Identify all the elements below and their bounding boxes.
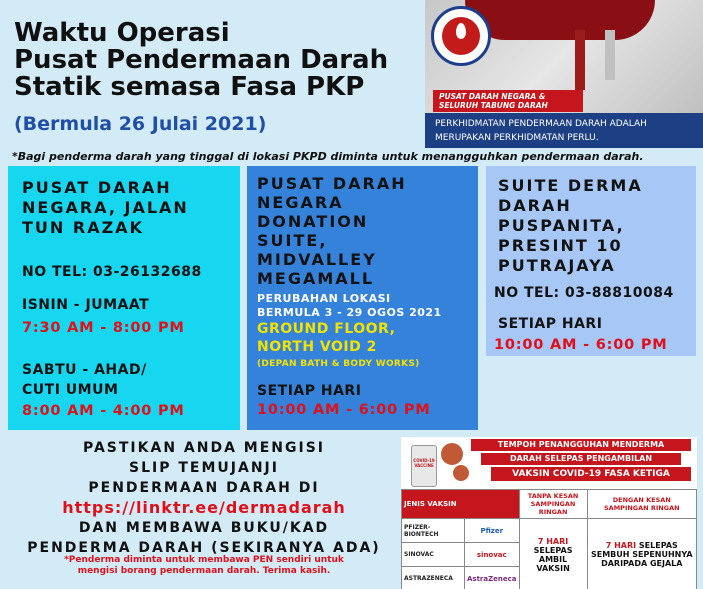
page-title <box>14 20 388 101</box>
table-row <box>402 519 697 543</box>
vaccine-name: ASTRAZENECA <box>402 567 465 589</box>
pusat-darah-logo <box>431 6 491 66</box>
title-line-1: Waktu Operasi <box>14 18 230 48</box>
blood-drop-icon <box>456 23 466 39</box>
start-date: (Bermula 26 Julai 2021) <box>14 113 267 135</box>
center-name: SUITE DERMA DARAH PUSPANITA, PRESINT 10 PUTRAJAYA <box>498 176 643 275</box>
blood-tube-graphic <box>575 30 585 90</box>
title-line-3: Statik semasa Fasa PKP <box>14 72 365 102</box>
pfizer-logo: Pfizer <box>465 519 520 543</box>
vaccine-name: PFIZER-BIONTECH <box>402 519 465 543</box>
with-side-effect-cell: 7 HARI SELEPAS SEMBUH SEPENUHNYA DARIPADA GEJALA <box>587 519 696 589</box>
new-location-2: NORTH VOID 2 <box>257 339 377 355</box>
blood-bag-graphic <box>465 0 655 40</box>
daily-label: SETIAP HARI <box>498 316 603 332</box>
daily-hours: 10:00 AM - 6:00 PM <box>257 402 431 418</box>
location-change-label: PERUBAHAN LOKASI <box>257 292 391 305</box>
weekend-label-2: CUTI UMUM <box>22 382 119 398</box>
weekend-hours: 8:00 AM - 4:00 PM <box>22 403 185 419</box>
panel-heading-3: VAKSIN COVID-19 FASA KETIGA <box>491 467 691 481</box>
weekday-label: ISNIN - JUMAAT <box>22 297 150 313</box>
virus-icon <box>441 443 463 465</box>
center-card-midvalley <box>247 166 478 430</box>
panel-heading-2: DARAH SELEPAS PENGAMBILAN <box>481 453 681 465</box>
column-header: JENIS VAKSIN <box>402 490 520 519</box>
hero-blue-banner: PERKHIDMATAN PENDERMAAN DARAH ADALAH MERUPAKAN PERKHIDMATAN PERLU. <box>425 113 703 148</box>
no-side-effect-cell: 7 HARI SELEPAS AMBIL VAKSIN <box>519 519 587 589</box>
vaccine-vial-icon: COVID-19 VACCINE <box>411 445 437 487</box>
center-name: PUSAT DARAH NEGARA DONATION SUITE, MIDVALLEY MEGAMALL <box>257 174 407 288</box>
appointment-link[interactable]: https://linktr.ee/dermadarah <box>62 498 346 517</box>
center-card-tun-razak <box>8 166 240 430</box>
panel-heading-1: TEMPOH PENANGGUHAN MENDERMA <box>471 439 691 451</box>
center-phone: NO TEL: 03-88810084 <box>494 285 674 301</box>
hero-red-banner: PUSAT DARAH NEGARA & SELURUH TABUNG DARAH <box>433 90 583 112</box>
new-location-1: GROUND FLOOR, <box>257 321 396 337</box>
center-phone: NO TEL: 03-26132688 <box>22 264 202 280</box>
tube-graphic <box>605 30 615 80</box>
sinovac-logo: sinovac <box>465 543 520 567</box>
weekend-label-1: SABTU - AHAD/ <box>22 362 147 378</box>
column-header: DENGAN KESAN SAMPINGAN RINGAN <box>587 490 696 519</box>
new-location-note: (DEPAN BATH & BODY WORKS) <box>257 359 420 369</box>
vaccine-deferral-panel <box>401 437 697 589</box>
daily-label: SETIAP HARI <box>257 383 362 399</box>
center-name: PUSAT DARAH NEGARA, JALAN TUN RAZAK <box>22 178 189 237</box>
virus-icon <box>453 465 469 481</box>
center-card-puspanita <box>486 166 696 356</box>
appointment-instructions: PASTIKAN ANDA MENGISI SLIP TEMUJANJI PENDERMAAN DARAH DI https://linktr.ee/dermadarah DAN MEMBAWA BUKU/KAD PENDERMA DARAH (SEKIRANYA ADA) <box>14 438 394 558</box>
astrazeneca-logo: AstraZeneca <box>465 567 520 589</box>
daily-hours: 10:00 AM - 6:00 PM <box>494 337 668 353</box>
pkpd-note: *Bagi penderma darah yang tinggal di lokasi PKPD diminta untuk menangguhkan pendermaan darah. <box>12 150 644 163</box>
vaccine-table <box>401 489 697 589</box>
title-line-2: Pusat Pendermaan Darah <box>14 45 389 75</box>
column-header: TANPA KESAN SAMPINGAN RINGAN <box>519 490 587 519</box>
location-change-dates: BERMULA 3 - 29 OGOS 2021 <box>257 306 442 319</box>
weekday-hours: 7:30 AM - 8:00 PM <box>22 320 185 336</box>
pen-reminder: *Penderma diminta untuk membawa PEN sendiri untuk mengisi borang pendermaan darah. Terima kasih. <box>64 555 344 576</box>
vaccine-name: SINOVAC <box>402 543 465 567</box>
